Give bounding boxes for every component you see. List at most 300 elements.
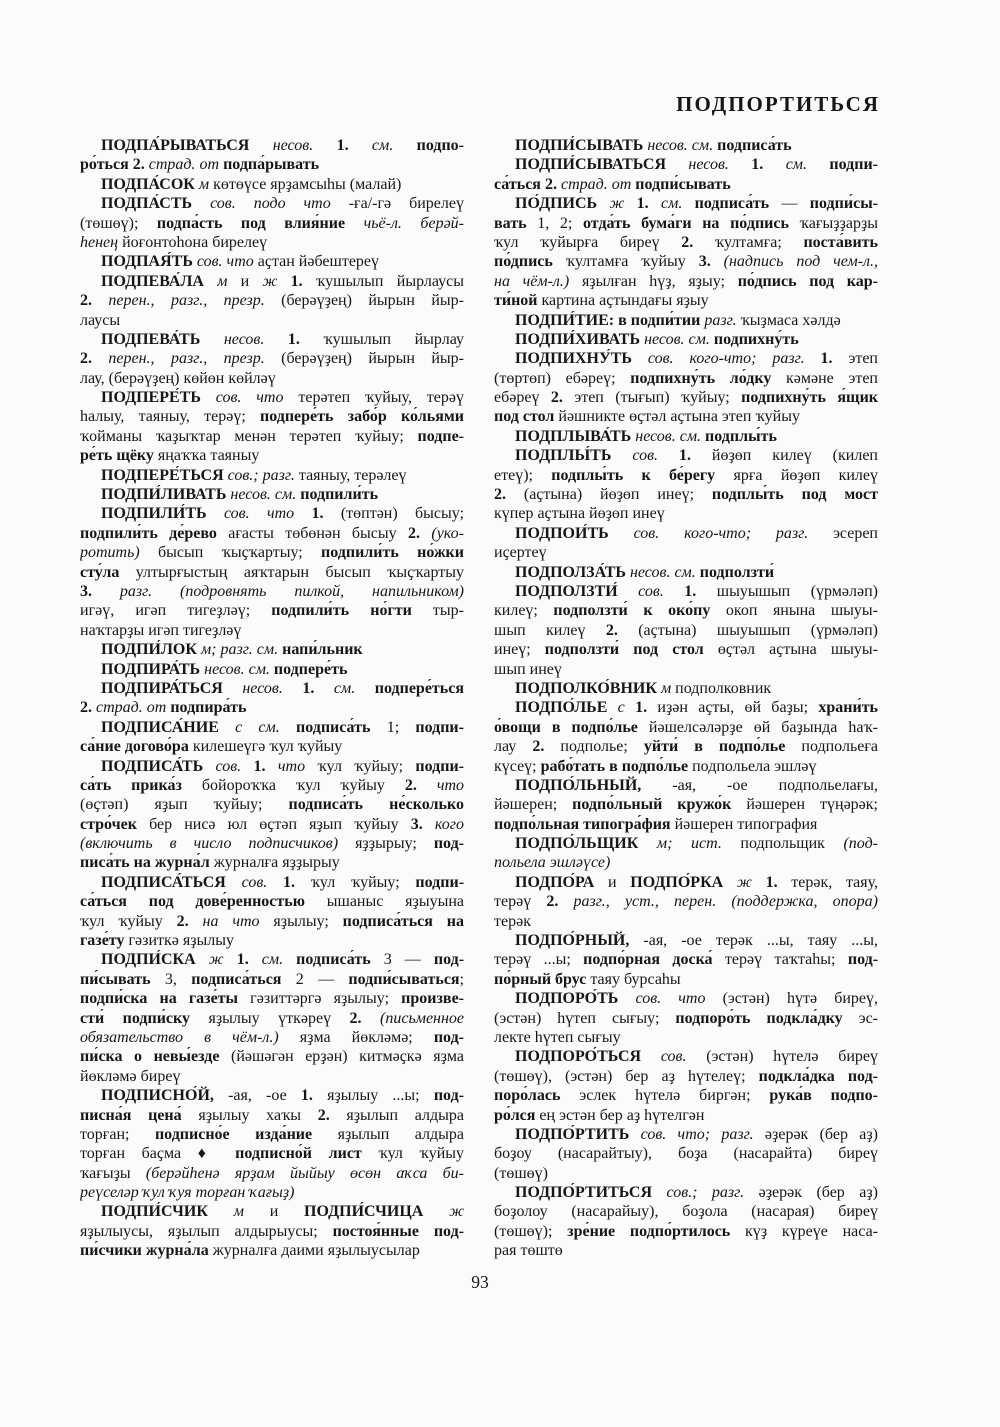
plain-text: йәшерен; <box>494 796 573 814</box>
dictionary-line <box>80 950 464 969</box>
dictionary-line <box>494 466 878 485</box>
bold-text: 1. <box>635 699 658 717</box>
plain-text: һалыу, таяныу, терәү; <box>80 408 260 426</box>
dictionary-line <box>80 931 464 950</box>
bold-text: ПОДПИРА́ТЬСЯ <box>101 679 243 697</box>
bold-text: отда́ть бума́ги на по́дпись <box>583 214 800 232</box>
dictionary-line <box>494 233 878 252</box>
bold-text: ре́ть щёку <box>80 447 158 465</box>
plain-text: йәшерен типография <box>674 815 818 833</box>
italic-text: см. <box>371 137 417 154</box>
bold-text: са́ть прика́з <box>80 776 202 794</box>
italic-text: м <box>233 1203 270 1221</box>
dictionary-line <box>80 136 464 155</box>
plain-text: яҙма йөкләмә; <box>299 1028 434 1046</box>
dictionary-line <box>80 1106 464 1125</box>
bold-text: подпере́ть забо́р ко́льями <box>259 408 464 426</box>
plain-text: (төртөп) ебәреү; <box>494 369 631 387</box>
dictionary-line <box>494 504 878 523</box>
plain-text: шып килеү <box>494 621 606 639</box>
plain-text: ҡағыҙҙарҙы <box>799 214 878 232</box>
italic-text: сов. что <box>635 990 723 1008</box>
plain-text: ҡойманы ҡаҙыҡтар менән терәтеп ҡуйыу; <box>80 427 418 445</box>
italic-text: с см. <box>235 718 296 736</box>
bold-text: под стол <box>494 408 559 426</box>
dictionary-line <box>494 795 878 814</box>
dictionary-line <box>80 543 464 562</box>
italic-text: несов. <box>272 137 337 154</box>
bold-text: подпо́льная типогра́фия <box>494 815 675 833</box>
bold-text: подпили́ть <box>300 486 379 504</box>
plain-text: терәк <box>494 912 531 930</box>
italic-text: сов. кого-что; разг. <box>633 524 834 542</box>
dictionary-line <box>494 970 878 989</box>
dictionary-line <box>80 194 464 213</box>
plain-text: ҡул ҡуйыу <box>80 912 177 930</box>
bold-text: ПОДПОРО́ТЬ <box>515 990 636 1008</box>
dictionary-line <box>80 214 464 233</box>
plain-text: журналға даими яҙылыусылар <box>212 1242 420 1260</box>
plain-text: окоп янына шыуы- <box>725 602 878 620</box>
bold-text: подпи- <box>415 873 464 891</box>
bold-text: са́ться 2. <box>494 175 561 193</box>
bold-text: произве- <box>401 990 464 1008</box>
dictionary-line <box>80 1125 464 1144</box>
dictionary-line <box>80 601 464 620</box>
italic-text: чьё-л. берәй- <box>363 214 464 232</box>
bold-text: 2. <box>550 389 575 407</box>
bold-text: подпира́ть <box>170 699 247 717</box>
italic-text: сов. <box>241 873 283 891</box>
plain-text: яҙылып алдыра <box>337 1125 464 1143</box>
plain-text: кәмәне этеп <box>786 369 878 387</box>
plain-text: ҡул ҡуйыу <box>378 1145 464 1163</box>
plain-text: (берәүҙең) йырын йыр- <box>281 350 464 368</box>
dictionary-line <box>494 194 878 213</box>
dictionary-line <box>494 1144 878 1163</box>
plain-text: лау <box>494 738 533 756</box>
bold-text: под- <box>433 1087 464 1105</box>
plain-text: ҡағыҙы <box>80 1164 146 1182</box>
plain-text: ышаныс яҙыуына <box>326 893 464 911</box>
bold-text: подписа́ться на <box>342 912 464 930</box>
bold-text: подпо́льный кружо́к <box>572 796 747 814</box>
dictionary-line <box>494 311 878 330</box>
bold-text: подпили́ть но́жки <box>321 544 464 562</box>
bold-text: 2. <box>681 233 715 251</box>
bold-text: подписа́ть <box>694 195 782 213</box>
bold-text: 2. <box>80 292 109 310</box>
plain-text: наҡтарҙы игәп тигеҙләү <box>80 621 242 639</box>
italic-text: несов. <box>223 330 288 348</box>
dictionary-line <box>80 407 464 426</box>
plain-text: килеү; <box>494 602 554 620</box>
plain-text: подпольеға <box>801 738 878 756</box>
plain-text: (төптән) бысыу; <box>340 505 464 523</box>
bold-text: подпи́сываться <box>348 970 460 988</box>
dictionary-line <box>80 1086 464 1105</box>
dictionary-line <box>494 660 878 679</box>
dictionary-line <box>494 621 878 640</box>
bold-text: ПОДПО́РНЫЙ, <box>515 932 644 950</box>
plain-text: ҡултамға ҡуйыу <box>565 253 699 271</box>
plain-text: яҙылыу үткәреү <box>208 1009 350 1027</box>
plain-text: журналға яҙҙырыу <box>213 854 340 872</box>
bold-text: подпихну́ть <box>713 330 799 348</box>
dictionary-line <box>494 1009 878 1028</box>
plain-text: йоғонтоһона бирелеү <box>122 233 268 251</box>
plain-text: торған; <box>80 1125 155 1143</box>
dictionary-line <box>80 815 464 834</box>
plain-text: (төшөү), (эстән) бер аҙ һүтелеү; <box>494 1067 759 1085</box>
bold-text: ПОДПЛЫ́ТЬ <box>515 447 633 465</box>
plain-text: (аҫтына) йөҙөп инеү; <box>523 486 712 504</box>
dictionary-line <box>80 757 464 776</box>
bold-text: поста́вить <box>803 233 878 251</box>
plain-text: подполье; <box>560 738 644 756</box>
bold-text: 1. <box>765 873 792 891</box>
italic-text: сов. что <box>215 389 299 407</box>
plain-text: йөҙөп килеү (килеп <box>711 447 878 465</box>
plain-text: ағасты төбөнән бысыу <box>228 524 408 542</box>
plain-text: (төшөү) <box>494 1164 548 1182</box>
bold-text: 2. <box>176 912 203 930</box>
dictionary-line <box>80 252 464 271</box>
italic-text: ж <box>449 1203 464 1221</box>
plain-text: яҙҙырыу; <box>355 835 434 853</box>
dictionary-line <box>494 1047 878 1066</box>
plain-text: -ая, -ое подпольелағы, <box>672 776 878 794</box>
plain-text: подпольщик <box>740 835 844 853</box>
dictionary-line <box>80 873 464 892</box>
bold-text: писа́ть на журна́л <box>80 854 214 872</box>
plain-text: (эстән) һүтә биреү, <box>722 990 878 1008</box>
bold-text: ПОДПИ́СЧИЦА <box>304 1203 450 1221</box>
dictionary-line <box>494 640 878 659</box>
dictionary-line <box>80 582 464 601</box>
bold-text: подписно́е изда́ние <box>154 1125 338 1143</box>
bold-text: ПО́ДПИСЬ <box>515 195 610 213</box>
dictionary-line <box>80 330 464 349</box>
bold-text: стро́чек <box>80 815 150 833</box>
italic-text: (надпись под чем-л., <box>723 253 878 271</box>
dictionary-line <box>494 718 878 737</box>
italic-text: разг., уст., перен. (поддержка, опора) <box>573 893 878 911</box>
bold-text: 2. <box>349 1009 381 1027</box>
bold-text: ПОДПИСА́НИЕ <box>101 718 236 736</box>
bold-text: ПОДПОРО́ТЬСЯ <box>515 1048 661 1066</box>
plain-text: күпер аҫтына йөҙөп инеү <box>494 505 665 523</box>
italic-text: польела эшләүсе) <box>494 854 611 872</box>
bold-text: 2. <box>317 1106 347 1124</box>
dictionary-line <box>494 1183 878 1202</box>
plain-text: ең эстән бер аҙ һүтелгән <box>539 1106 705 1124</box>
bold-text: подползти́ под стол <box>544 641 718 659</box>
dictionary-line <box>80 970 464 989</box>
bold-text: 3. <box>410 815 435 833</box>
plain-text: ҡыҙмаса хәлдә <box>740 311 841 329</box>
plain-text: лау, (берәүҙең) көйөн көйләү <box>80 369 276 387</box>
italic-text: ж <box>609 195 637 213</box>
plain-text: ултырғыстың аяҡтарын бысып ҡыҫҡартыу <box>135 563 464 581</box>
bold-text: подпи- <box>829 156 878 174</box>
italic-text: несов. <box>242 679 303 697</box>
running-head: ПОДПОРТИТЬСЯ <box>676 92 880 116</box>
bold-text: подпи- <box>415 757 464 775</box>
italic-text: разг. <box>704 311 741 329</box>
italic-text: (под- <box>843 835 878 853</box>
dictionary-line <box>80 446 464 465</box>
italic-text: ж <box>262 272 291 290</box>
plain-text: ҡушылып йырлау <box>323 330 464 348</box>
dictionary-line <box>80 175 464 194</box>
plain-text: боҙолоу (насарайыу), боҙола (насарая) биреү <box>494 1203 878 1221</box>
italic-text: страд. от <box>96 699 171 717</box>
dictionary-line <box>80 776 464 795</box>
plain-text: аҫтан йәбештереү <box>257 253 380 271</box>
bold-text: 2. <box>546 893 574 911</box>
bold-text: ПОДПИ́СЧИК <box>101 1203 234 1221</box>
dictionary-line <box>494 776 878 795</box>
italic-text: несов. см. <box>204 660 274 678</box>
dictionary-line <box>494 446 878 465</box>
plain-text: ҡул ҡуйыу; <box>317 757 416 775</box>
bold-text: ПОДПИ́СЫВАТЬСЯ <box>515 156 689 174</box>
italic-text: страд. от <box>560 175 636 193</box>
dictionary-line <box>80 1009 464 1028</box>
plain-text: тыр- <box>432 602 464 620</box>
bold-text: ПОДПА́СОК <box>101 175 199 193</box>
bold-text: подплы́ть под мост <box>711 486 878 504</box>
dictionary-line <box>80 640 464 659</box>
bold-text: рабо́тать в подпо́лье <box>540 757 693 775</box>
plain-text: ҡултамға; <box>714 233 804 251</box>
bold-text: ПОДПИЛИ́ТЬ <box>101 505 224 523</box>
dictionary-line <box>494 1164 878 1183</box>
bold-text: подписа́ть <box>296 951 384 969</box>
bold-text: са́ться под дове́ренностью <box>80 893 327 911</box>
plain-text: ярға йөҙөп килеү <box>733 466 878 484</box>
dictionary-line <box>494 582 878 601</box>
plain-text: терәү <box>494 893 547 911</box>
italic-text: сов. <box>638 582 685 600</box>
bold-text: ро́лся <box>494 1106 540 1124</box>
bold-text: подпоро́ть подкла́дку <box>675 1009 859 1027</box>
bold-text: пи́счики журна́ла <box>80 1242 213 1260</box>
italic-text: обязательство в чём-л.) <box>80 1028 300 1046</box>
bold-text: ПОДПИСА́ТЬСЯ <box>101 873 242 891</box>
bold-text: под- <box>847 951 878 969</box>
bold-text: 1. <box>820 350 849 368</box>
dictionary-line <box>80 1202 464 1221</box>
plain-text: — <box>781 195 810 213</box>
plain-text: эслек һүтелә биргән; <box>579 1087 770 1105</box>
dictionary-line <box>80 892 464 911</box>
italic-text: сов. подо что <box>210 195 349 213</box>
bold-text: подписа́ть <box>295 718 387 736</box>
dictionary-line <box>494 853 878 872</box>
plain-text: бер нисә юл өҫтәп яҙып ҡуйыу <box>149 815 411 833</box>
dictionary-line <box>494 679 878 698</box>
bold-text: пи́ска о невы́езде <box>80 1048 232 1066</box>
dictionary-line <box>80 679 464 698</box>
italic-text: что <box>277 757 318 775</box>
bold-text: подписа́ть не́сколько <box>288 796 464 814</box>
dictionary-line <box>494 1241 878 1260</box>
bold-text: подпа́сть под влия́ние <box>156 214 364 232</box>
plain-text: 3, <box>164 970 192 988</box>
bold-text: 1. <box>751 156 786 174</box>
bold-text: подпили́ть де́рево <box>80 524 229 542</box>
dictionary-line <box>80 485 464 504</box>
bold-text: подползти́ к око́пу <box>553 602 726 620</box>
bold-text: подписа́ться <box>191 970 296 988</box>
bold-text: подпере́ть <box>273 660 348 678</box>
dictionary-column-left <box>80 136 464 1261</box>
plain-text: -ая, -ое <box>228 1087 301 1105</box>
plain-text: йәшникте өҫтәл аҫтына этеп ҡуйыу <box>558 408 800 426</box>
italic-text: ротить) <box>80 544 159 562</box>
bold-text: ти́ной <box>494 292 542 310</box>
plain-text: бысып ҡыҫҡартыу; <box>158 544 322 562</box>
dictionary-line <box>494 1028 878 1047</box>
dictionary-line <box>80 621 464 640</box>
dictionary-line <box>494 873 878 892</box>
bold-text: 1. <box>336 137 372 154</box>
bold-text: 3. <box>80 582 120 600</box>
page-number: 93 <box>471 1272 489 1292</box>
bold-text: уйти́ в подпо́лье <box>643 738 802 756</box>
italic-text: несов. см. <box>647 137 718 154</box>
dictionary-column-right <box>494 136 878 1261</box>
dictionary-line <box>494 757 878 776</box>
dictionary-line <box>494 349 878 368</box>
plain-text: йөкләмә биреү <box>80 1067 181 1085</box>
italic-text: страд. от <box>148 156 224 174</box>
italic-text: что <box>436 776 464 794</box>
plain-text: картина аҫтындағы яҙыу <box>541 292 709 310</box>
dictionary-line <box>494 485 878 504</box>
dictionary-line <box>80 369 464 388</box>
plain-text: терәү ...ы; <box>494 951 584 969</box>
italic-text: с <box>617 699 636 717</box>
dictionary-line <box>80 1028 464 1047</box>
italic-text: ж <box>208 951 237 969</box>
italic-text: (письменное <box>380 1009 464 1027</box>
bold-text: 1. <box>311 505 341 523</box>
dictionary-line <box>494 214 878 233</box>
dictionary-line <box>494 892 878 911</box>
dictionary-line <box>80 1222 464 1241</box>
bold-text: подпи́сывать <box>635 175 731 193</box>
plain-text: ҡул ҡуйырға биреү <box>494 233 682 251</box>
bold-text: ПОДПО́РКА <box>630 873 737 891</box>
bold-text: ПОДПОЛКО́ВНИК <box>515 679 661 697</box>
dictionary-line <box>80 1144 464 1163</box>
dictionary-line <box>494 912 878 931</box>
plain-text: (эстән) һүтелә биреү <box>706 1048 878 1066</box>
plain-text: (аҫтына) шыуышып (үрмәләп) <box>638 621 878 639</box>
bold-text: 2. <box>80 350 109 368</box>
italic-text: см. <box>333 679 375 697</box>
dictionary-line <box>494 931 878 950</box>
plain-text: (йәшәгән ерҙән) китмәҫкә яҙма <box>231 1048 464 1066</box>
bold-text: ПОДПАЯ́ТЬ <box>101 253 197 271</box>
plain-text: килешеүгә ҡул ҡуйыу <box>192 738 343 756</box>
plain-text: -ға/-гә бирелеү <box>348 195 464 213</box>
bold-text: ПОДПЛЫВА́ТЬ <box>515 427 636 445</box>
bold-text: 3. <box>698 253 724 271</box>
bold-text: по́дпись <box>494 253 566 271</box>
bold-text: 1. <box>283 873 311 891</box>
bold-text: 2. <box>605 621 639 639</box>
italic-text: перен., разг., презр. <box>108 292 282 310</box>
dictionary-line <box>494 1086 878 1105</box>
italic-text: сов. <box>215 757 254 775</box>
bold-text: 2. <box>404 776 437 794</box>
bold-text: ПОДПИ́СКА <box>101 951 209 969</box>
dictionary-line <box>80 272 464 291</box>
italic-text: (уко- <box>431 524 464 542</box>
plain-text: шып инеү <box>494 660 562 678</box>
plain-text: 2 — <box>295 970 349 988</box>
bold-text: ПОДПО́РТИТЬ <box>515 1125 641 1143</box>
bold-text: ПОДПИРА́ТЬ <box>101 660 205 678</box>
dictionary-line <box>80 989 464 1008</box>
dictionary-line <box>80 1164 464 1183</box>
bold-text: подпили́ть но́гти <box>271 602 433 620</box>
italic-text: реүселәр ҡул ҡуя торған ҡағыҙ) <box>80 1184 295 1202</box>
dictionary-line <box>494 427 878 446</box>
dictionary-line <box>80 1047 464 1066</box>
bold-text: ПОДПО́ЛЬЕ <box>515 699 618 717</box>
bold-text: 2. <box>408 524 432 542</box>
bold-text: о́вощи в подпо́лье <box>494 718 649 736</box>
dictionary-line <box>80 427 464 446</box>
bold-text: ПОДПИ́ЛИВАТЬ <box>101 486 231 504</box>
bold-text: ПОДПА́СТЬ <box>101 195 211 213</box>
plain-text: подпольела эшләү <box>692 757 817 775</box>
bold-text: подпере́ться <box>374 679 464 697</box>
plain-text: (төшөү); <box>80 214 157 232</box>
bold-text: по́дпись под кар- <box>737 272 878 290</box>
bold-text: ПОДПЕРЕ́ТЬ <box>101 389 216 407</box>
dictionary-line <box>80 233 464 252</box>
italic-text: см. <box>785 156 830 174</box>
dictionary-line <box>80 912 464 931</box>
plain-text: (өҫтәп) яҙып ҡуйыу; <box>80 796 289 814</box>
bold-text: подпихну́ть ло́дку <box>630 369 787 387</box>
plain-text: бойороҡҡа ҡул ҡуйыу <box>201 776 405 794</box>
italic-text: несов. см. <box>635 427 706 445</box>
dictionary-line <box>80 524 464 543</box>
dictionary-line <box>494 330 878 349</box>
italic-text: несов. см. <box>230 486 301 504</box>
plain-text: яңаҡҡа таяныу <box>157 447 260 465</box>
plain-text: гәзиткә яҙылыу <box>128 932 235 950</box>
bold-text: 2. <box>80 699 96 717</box>
dictionary-line <box>80 718 464 737</box>
plain-text: әҙерәк (бер аҙ) <box>758 1184 878 1202</box>
dictionary-line <box>80 466 464 485</box>
italic-text: һенең <box>80 233 123 251</box>
plain-text: күҙ күреүе наса- <box>745 1222 878 1240</box>
bold-text: ПОДПИСНО́Й, <box>101 1087 229 1105</box>
bold-text: подписно́й лист <box>235 1145 379 1163</box>
plain-text: 3 — <box>383 951 434 969</box>
bold-text: писна́я цена́ <box>80 1106 199 1124</box>
dictionary-line <box>494 252 878 271</box>
